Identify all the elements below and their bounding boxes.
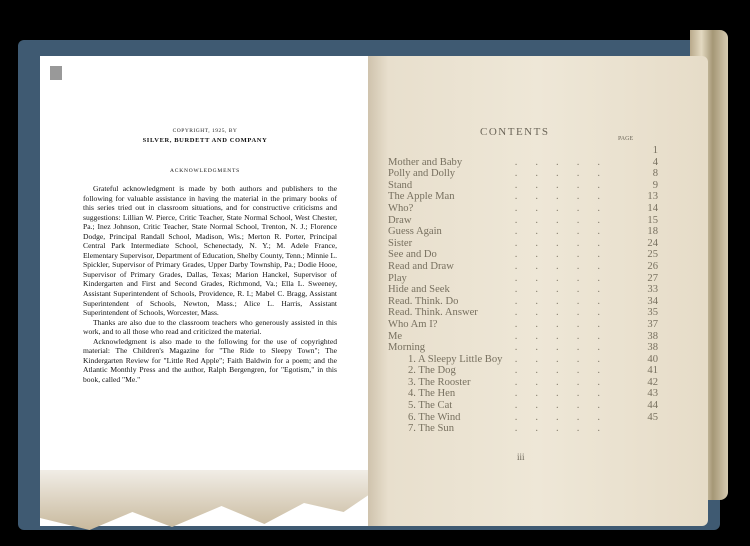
- toc-entry-page: 38: [647, 342, 658, 354]
- toc-entry-title: Me: [388, 330, 403, 342]
- toc-entry: [388, 388, 658, 400]
- corner-mark: [50, 66, 62, 80]
- toc-dot-leader: .....: [514, 284, 618, 296]
- toc-entry-page: 42: [647, 376, 658, 388]
- toc-dot-leader: .....: [514, 295, 618, 307]
- copyright-line: COPYRIGHT, 1925, BY: [172, 128, 238, 134]
- toc-entry-title: Polly and Dolly: [388, 168, 456, 180]
- toc-entry: [388, 273, 658, 285]
- toc-entry-title: Draw: [388, 214, 412, 226]
- toc-entry: [388, 400, 658, 412]
- toc-dot-leader: .....: [514, 237, 618, 249]
- toc-entry-title: 6. The Wind: [408, 411, 461, 423]
- toc-entry-page: 4: [652, 156, 658, 168]
- page-column-label: PAGE: [618, 136, 634, 142]
- toc-entry: [388, 180, 658, 192]
- table-of-contents: [388, 145, 658, 435]
- toc-dot-leader: .....: [514, 365, 618, 377]
- toc-entry: [388, 226, 658, 238]
- toc-dot-leader: .....: [514, 400, 618, 412]
- toc-entry-page: 44: [647, 400, 658, 412]
- contents-title: CONTENTS: [480, 126, 550, 138]
- toc-entry: [388, 342, 658, 354]
- toc-entry: [388, 215, 658, 227]
- toc-dot-leader: .....: [514, 307, 618, 319]
- toc-dot-leader: .....: [514, 191, 618, 203]
- toc-entry: [388, 249, 658, 261]
- publisher-name: SILVER, BURDETT AND COMPANY: [142, 137, 268, 144]
- toc-entry: [388, 261, 658, 273]
- toc-dot-leader: .....: [514, 168, 618, 180]
- toc-entry-page: 40: [647, 353, 658, 365]
- toc-entry-title: Hide and Seek: [388, 284, 450, 296]
- toc-entry: [388, 365, 658, 377]
- toc-entry-title: Mother and Baby: [388, 156, 463, 168]
- toc-entry-page: 9: [652, 179, 658, 191]
- toc-entry-page: 14: [647, 202, 658, 214]
- toc-entry: [388, 307, 658, 319]
- toc-entry: [388, 284, 658, 296]
- toc-entry-page: 43: [647, 388, 658, 400]
- toc-entry: [388, 157, 658, 169]
- toc-entry: [388, 412, 658, 424]
- toc-dot-leader: .....: [514, 260, 618, 272]
- toc-entry-title: See and Do: [388, 249, 437, 261]
- toc-dot-leader: .....: [514, 330, 618, 342]
- toc-entry-page: 25: [647, 249, 658, 261]
- acknowledgments-text: [83, 184, 337, 384]
- toc-dot-leader: .....: [514, 376, 618, 388]
- toc-entry-page: 45: [647, 411, 658, 423]
- toc-entry-title: Stand: [388, 179, 413, 191]
- toc-dot-leader: .....: [514, 353, 618, 365]
- toc-entry-page: 27: [647, 272, 658, 284]
- toc-entry-title: Who?: [388, 202, 414, 214]
- toc-entry-page: 8: [652, 168, 658, 180]
- toc-dot-leader: .....: [514, 156, 618, 168]
- toc-entry-title: Morning: [388, 342, 426, 354]
- toc-entry-page: 1: [652, 145, 658, 156]
- toc-dot-leader: .....: [514, 179, 618, 191]
- toc-entry-page: 41: [647, 365, 658, 377]
- toc-dot-leader: .....: [514, 423, 618, 435]
- toc-entry: [388, 145, 658, 157]
- acknowledgments-heading: ACKNOWLEDGMENTS: [169, 168, 241, 174]
- toc-entry-title: 7. The Sun: [408, 423, 455, 435]
- toc-dot-leader: .....: [514, 214, 618, 226]
- toc-entry-title: 3. The Rooster: [408, 376, 471, 388]
- toc-entry: [388, 319, 658, 331]
- toc-entry: [388, 331, 658, 343]
- toc-dot-leader: .....: [514, 318, 618, 330]
- toc-entry-title: Sister: [388, 237, 413, 249]
- toc-entry: [388, 238, 658, 250]
- ack-paragraph-3: Acknowledgment is also made to the following for the use of copyrighted material: The Children's Magazine for "The Ride to Sleepy Town"; The Kindergarten Review for "Little Red Apple"; Faith Baldwin for a poem; and the Atlantic Monthly Press and the author, Ralph Bergengren, for "Egotism," in this book, called "Me.": [83, 336, 337, 384]
- toc-dot-leader: .....: [514, 388, 618, 400]
- toc-entry-title: 2. The Dog: [408, 365, 456, 377]
- toc-entry-title: The Apple Man: [388, 191, 455, 203]
- toc-entry-title: Read. Think. Do: [388, 295, 459, 307]
- toc-entry: [388, 296, 658, 308]
- toc-entry-page: 33: [647, 284, 658, 296]
- toc-entry-page: 34: [647, 295, 658, 307]
- toc-entry: [388, 203, 658, 215]
- toc-entry-page: 24: [647, 237, 658, 249]
- toc-dot-leader: .....: [514, 249, 618, 261]
- toc-entry-page: 13: [647, 191, 658, 203]
- toc-dot-leader: .....: [514, 226, 618, 238]
- toc-entry: [388, 377, 658, 389]
- toc-dot-leader: .....: [514, 272, 618, 284]
- toc-entry-page: 37: [647, 318, 658, 330]
- toc-entry-title: Read and Draw: [388, 260, 454, 272]
- toc-entry-title: Play: [388, 272, 407, 284]
- toc-entry: [388, 354, 658, 366]
- toc-entry: [388, 168, 658, 180]
- toc-entry-page: 26: [647, 260, 658, 272]
- toc-entry-page: 38: [647, 330, 658, 342]
- toc-entry-title: Guess Again: [388, 226, 442, 238]
- ack-paragraph-1: Grateful acknowledgment is made by both authors and publishers to the following for valuable assistance in having the material in the primary books of this series tried out in classroom situations, and for constructive criticisms and suggestions: Lillian W. Pierce, Critic Teacher, State Normal School, West Chester, Pa.; Inez Johnson, Critic Teacher, State Normal School, Trenton, N. J.; Florence Dodge, Principal Randall School, Madison, Wis.; Merton R. Porter, Principal Central Park Intermediate School, Schenectady, N. Y.; M. Adele France, Elementary Supervisor, Department of Education, Shelby County, Tenn.; Minnie L. Spickler, Supervisor of Primary Grades, Upper Darby Township, Pa.; Dodie Hooe, Supervisor of Primary Grades, Dallas, Texas; Marion Hanckel, Supervisor of Kindergarten and First and Second Grades, Richmond, Va.; Ella L. Sweeney, Assistant Superintendent of Schools, Providence, R. I.; Mabel C. Bragg, Assistant Superintendent of Schools, Newton, Mass.; Alice L. Harris, Assistant Superintendent of Schools, Worcester, Mass.: [83, 184, 337, 318]
- toc-dot-leader: .....: [514, 202, 618, 214]
- toc-entry-title: 5. The Cat: [408, 400, 453, 412]
- toc-entry-title: Who Am I?: [388, 318, 438, 330]
- toc-entry: [388, 423, 658, 435]
- toc-entry-page: 35: [647, 307, 658, 319]
- toc-dot-leader: .....: [514, 411, 618, 423]
- toc-entry: [388, 191, 658, 203]
- toc-dot-leader: .....: [514, 342, 618, 354]
- toc-entry-page: 15: [647, 214, 658, 226]
- toc-entry-title: 1. A Sleepy Little Boy: [408, 353, 503, 365]
- toc-entry-page: 18: [647, 226, 658, 238]
- toc-entry-title: Read. Think. Answer: [388, 307, 478, 319]
- page-number: iii: [517, 452, 525, 462]
- toc-entry-title: 4. The Hen: [408, 388, 456, 400]
- ack-paragraph-2: Thanks are also due to the classroom teachers who generously assisted in this work, and to all those who read and criticized the material.: [83, 317, 337, 337]
